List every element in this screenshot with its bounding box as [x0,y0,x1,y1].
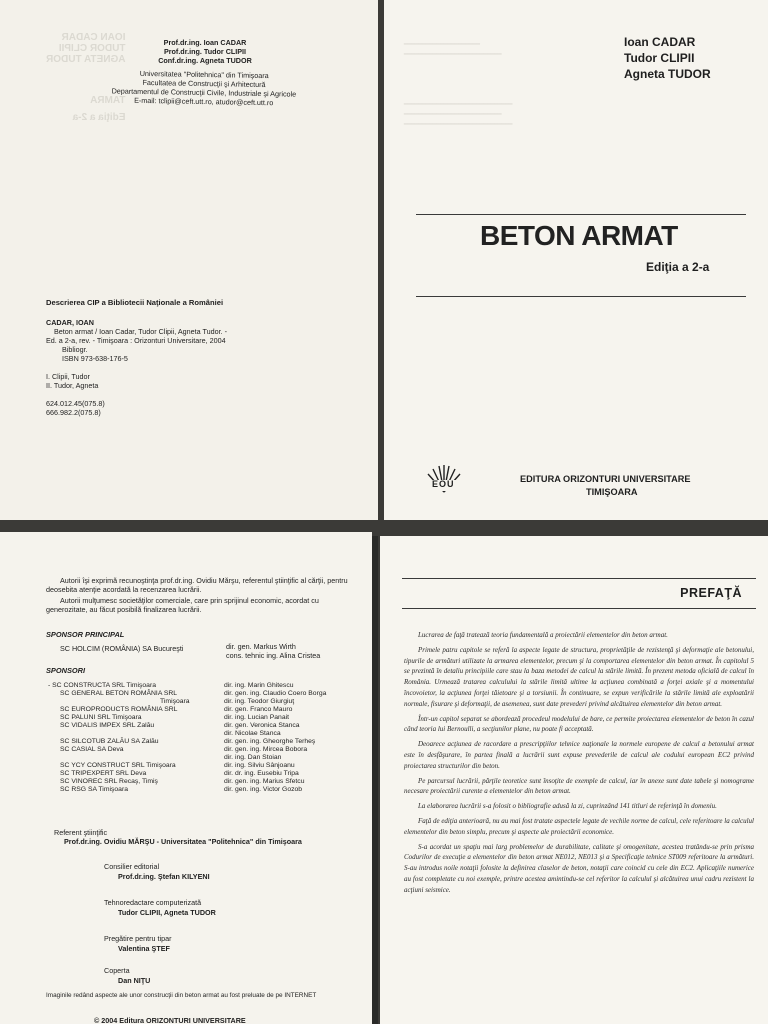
preface-paragraph: S-a acordat un spaţiu mai larg problemelor de durabilitate, calitate şi omogenitate, acestea tratându-se prin prisma Codurilor de execuţie a elementelor din beton armat NE012, NE013 şi a Specificaţie tehnice ST009 referitoare la armături. S-au introdus noile notaţii folosite la definirea claselor de beton, notaţii care coincid cu cele din EC2. Aplicaţiile numerice au fost completate cu noi exemple, printre acestea amintindu-se cel referitor la calculul şi alcătuirea unui cadru rezistent la acţiuni seismice. [404,842,754,894]
sponsors-heading: SPONSORI [46,666,86,675]
tehno-label: Tehnoredactare computerizată [104,898,202,907]
director-item: dir. ing. Lucian Panait [224,714,289,721]
page-imprint-top-left [0,0,378,520]
author-line: Conf.dr.ing. Agneta TUDOR [158,56,252,65]
consilier-name: Prof.dr.ing. Ştefan KILYENI [118,872,210,881]
publisher-name: EDITURA ORIZONTURI UNIVERSITARE [520,474,691,484]
authors-block [130,38,280,65]
pregatire-label: Pregătire pentru tipar [104,934,172,943]
logo-text: EOU [432,479,455,489]
sponsor-item: SC SILCOTUB ZALĂU SA Zalău [60,738,159,745]
director-item: dir. ing. Dan Stoian [224,754,282,761]
preface-paragraph: La elaborarea lucrării s-a folosit o bibliografie adusă la zi, cuprinzând 141 titluri de referinţă în domeniu. [418,802,717,811]
preface-paragraph: Pe parcursul lucrării, părţile teoretice sunt însoţite de exemple de calcul, iar în anexe sunt date tabele şi nomograme necesare proiectării curente a elementelor din beton armat. [404,776,754,796]
book-title: BETON ARMAT [480,220,678,251]
title-rule-bottom [416,296,746,297]
bleed-through-text: ━━━━━━━━━━━━━━━━━━━━━ ━━━━━━━━━━━━━━━━━━━━━━━━━━━ ━━━━━━━━━━━━━━━━━━━━━━━━━━━━━━ ━━━━━━━━━━━━━━━━━━━━━━━━━━━ ━━━━━━━━━━━━━━━━━━━━━━━━━━━━━━ [404,42,513,128]
author-line: Prof.dr.ing. Tudor CLIPII [163,47,247,56]
sponsor-item: SC RSG SA Timişoara [60,786,128,793]
preface-rule-top [402,578,756,579]
director-item: dir. gen. Veronica Stanca [224,722,300,729]
cip-title: Descrierea CIP a Bibliotecii Naţionale a României [46,298,224,307]
sponsor-item: SC VINOREC SRL Recaş, Timiş [60,778,158,785]
sponsor-item: SC VIDALIS IMPEX SRL Zalău [60,722,155,729]
page-credits-bottom-left [0,532,372,1024]
title-authors [624,34,711,82]
director-item: dir. gen. ing. Victor Gozob [224,786,303,793]
page-title-top-right [384,0,768,520]
title-rule-top [416,214,746,215]
pregatire-name: Valentina ŞTEF [118,944,170,953]
referent-label: Referent ştiinţific [54,828,108,837]
principal-sponsor: SC HOLCIM (ROMÂNIA) SA Bucureşti [60,644,184,653]
bleed-through-text: IOAN CADAR TUDOR CLIPII AGNETA TUDOR TAMRA Ediţia a 2-a [46,32,126,123]
sponsor-item: SC CASIAL SA Deva [60,746,124,753]
coperta-label: Coperta [104,966,130,975]
consilier-label: Consilier editorial [104,862,160,871]
director-item: dir. gen. ing. Marius Sfetcu [224,778,305,785]
director-item: dir. gen. Franco Mauro [224,706,293,713]
cip-record: CADAR, IOAN Beton armat / Ioan Cadar, Tudor Clipii, Agneta Tudor. - Ed. a 2-a, rev. - Timişoara : Orizonturi Universitare, 2004 Bibliogr. ISBN 973-638-176-5 I. Clipii, Tudor II. Tudor, Agneta 624.012.45(075.8) 666.982.2(075.8) [46,318,227,417]
director-item: dir. dr. ing. Eusebiu Tripa [224,770,299,777]
principal-contacts: dir. gen. Markus Wirth cons. tehnic ing. Alina Cristea [226,642,321,660]
director-item: dir. ing. Marin Ghitescu [224,682,294,689]
sponsor-item: SC GENERAL BETON ROMÂNIA SRL [60,690,178,697]
thanks-sponsors: Autorii mulţumesc societăţilor comerciale, care prin sprijinul economic, acordat cu generozitate, au făcut posibilă finalizarea lucrării. [46,596,319,614]
affiliation-block: Universitatea "Politehnica" din Timişoara Facultatea de Construcţii şi Arhitectură Departamentul de Construcţii Civile, Industriale şi Agricole E-mail: tclipii@ceft.utt.ro, atudor@ceft.utt.ro [111,68,297,108]
edition-label: Ediţia a 2-a [646,260,710,274]
director-item: dir. ing. Silviu Sânjoanu [224,762,295,769]
tehno-names: Tudor CLIPII, Agneta TUDOR [118,908,216,917]
preface-paragraph: Deoarece acţiunea de racordare a prescripţiilor tehnice naţionale la normele europene de calcul a betonului armat este în desfăşurare, în partea finală a lucrării sunt expuse prevederile de calcul ale codului european EC2 privind proiectarea structurilor din beton. [404,740,754,770]
principal-sponsor-heading: SPONSOR PRINCIPAL [46,630,125,639]
preface-paragraph: Faţă de ediţia anterioară, nu au mai fost tratate aspectele legate de vechile norme de calcul, cele referitoare la calculul elementelor din beton simplu, precum şi aspecte ale proiectării economice. [404,816,754,836]
preface-paragraph: Lucrarea de faţă tratează teoria fundamentală a proiectării elementelor din beton armat. [418,631,668,639]
director-item: dir. gen. ing. Mircea Bobora [224,746,308,753]
publisher-logo [424,464,464,496]
images-note: Imaginile redând aspecte ale unor construcţii din beton armat au fost preluate de pe INTERNET [46,992,317,999]
preface-paragraph: Primele patru capitole se referă la aspecte legate de structura, proprietăţile de rezistenţă şi deformaţie ale betonului, tipurile de armături utilizate la armarea elementelor, precum şi la comportarea elementelor din beton armat. În capitolul 5 se prezintă în detaliu principiile care stau la baza metodei de calcul la stările limită. În prezent metoda oficială de calcul în România. Urmează tratarea calculului la stările limită ultime la acţiunea combinată a forţei axiale şi a momentului încovoietor, la acţiunea forţei tăietoare şi a torsiunii. În continuare, se expun verificările la stările limită ale exploatării normale, fisurare şi deformaţii, de asemenea, sunt date prevederi privind alcătuirea elementelor din beton armat. [404,645,754,708]
director-item: dir. Nicolae Stanca [224,730,281,737]
preface-heading: PREFAŢĂ [680,586,742,600]
author-line: Agneta TUDOR [624,67,711,81]
author-line: Prof.dr.ing. Ioan CADAR [163,38,247,47]
copyright-line: © 2004 Editura ORIZONTURI UNIVERSITARE [94,1016,246,1024]
author-line: Tudor CLIPII [624,51,695,65]
referent-name: Prof.dr.ing. Ovidiu MĂRŞU - Universitatea "Politehnica" din Timişoara [64,837,302,846]
sponsor-item: Timişoara [160,698,190,705]
sponsor-item: SC PALUNI SRL Timişoara [60,714,142,721]
director-item: dir. gen. ing. Claudio Coero Borga [224,690,327,697]
sponsor-item: SC TRIPEXPERT SRL Deva [60,770,147,777]
sponsor-item: - SC CONSTRUCTA SRL Timişoara [48,682,157,689]
preface-paragraph: Într-un capitol separat se abordează procedeul modelului de bare, ce permite proiectarea elementelor de beton în cazul când teoria lui Bernoulli, a secţiunilor plane, nu poate fi acceptată. [404,714,754,734]
publisher-city: TIMIŞOARA [586,487,638,497]
director-item: dir. ing. Teodor Giurgiuţ [224,698,295,705]
sponsor-item: SC YCY CONSTRUCT SRL Timişoara [60,762,176,769]
director-item: dir. gen. ing. Gheorghe Terheş [224,738,316,745]
preface-rule-bottom [402,608,756,609]
coperta-name: Dan NIŢU [118,976,151,985]
page-preface-bottom-right [380,536,768,1024]
preface-body [404,630,754,900]
author-line: Ioan CADAR [624,35,696,49]
sponsor-item: SC EUROPRODUCTS ROMÂNIA SRL [60,706,178,713]
thanks-referent: Autorii îşi exprimă recunoştinţa prof.dr.ing. Ovidiu Mărşu, referentul ştiinţific al cărţii, pentru deosebita atenţie acordată la recenzarea lucrării. [46,576,348,594]
